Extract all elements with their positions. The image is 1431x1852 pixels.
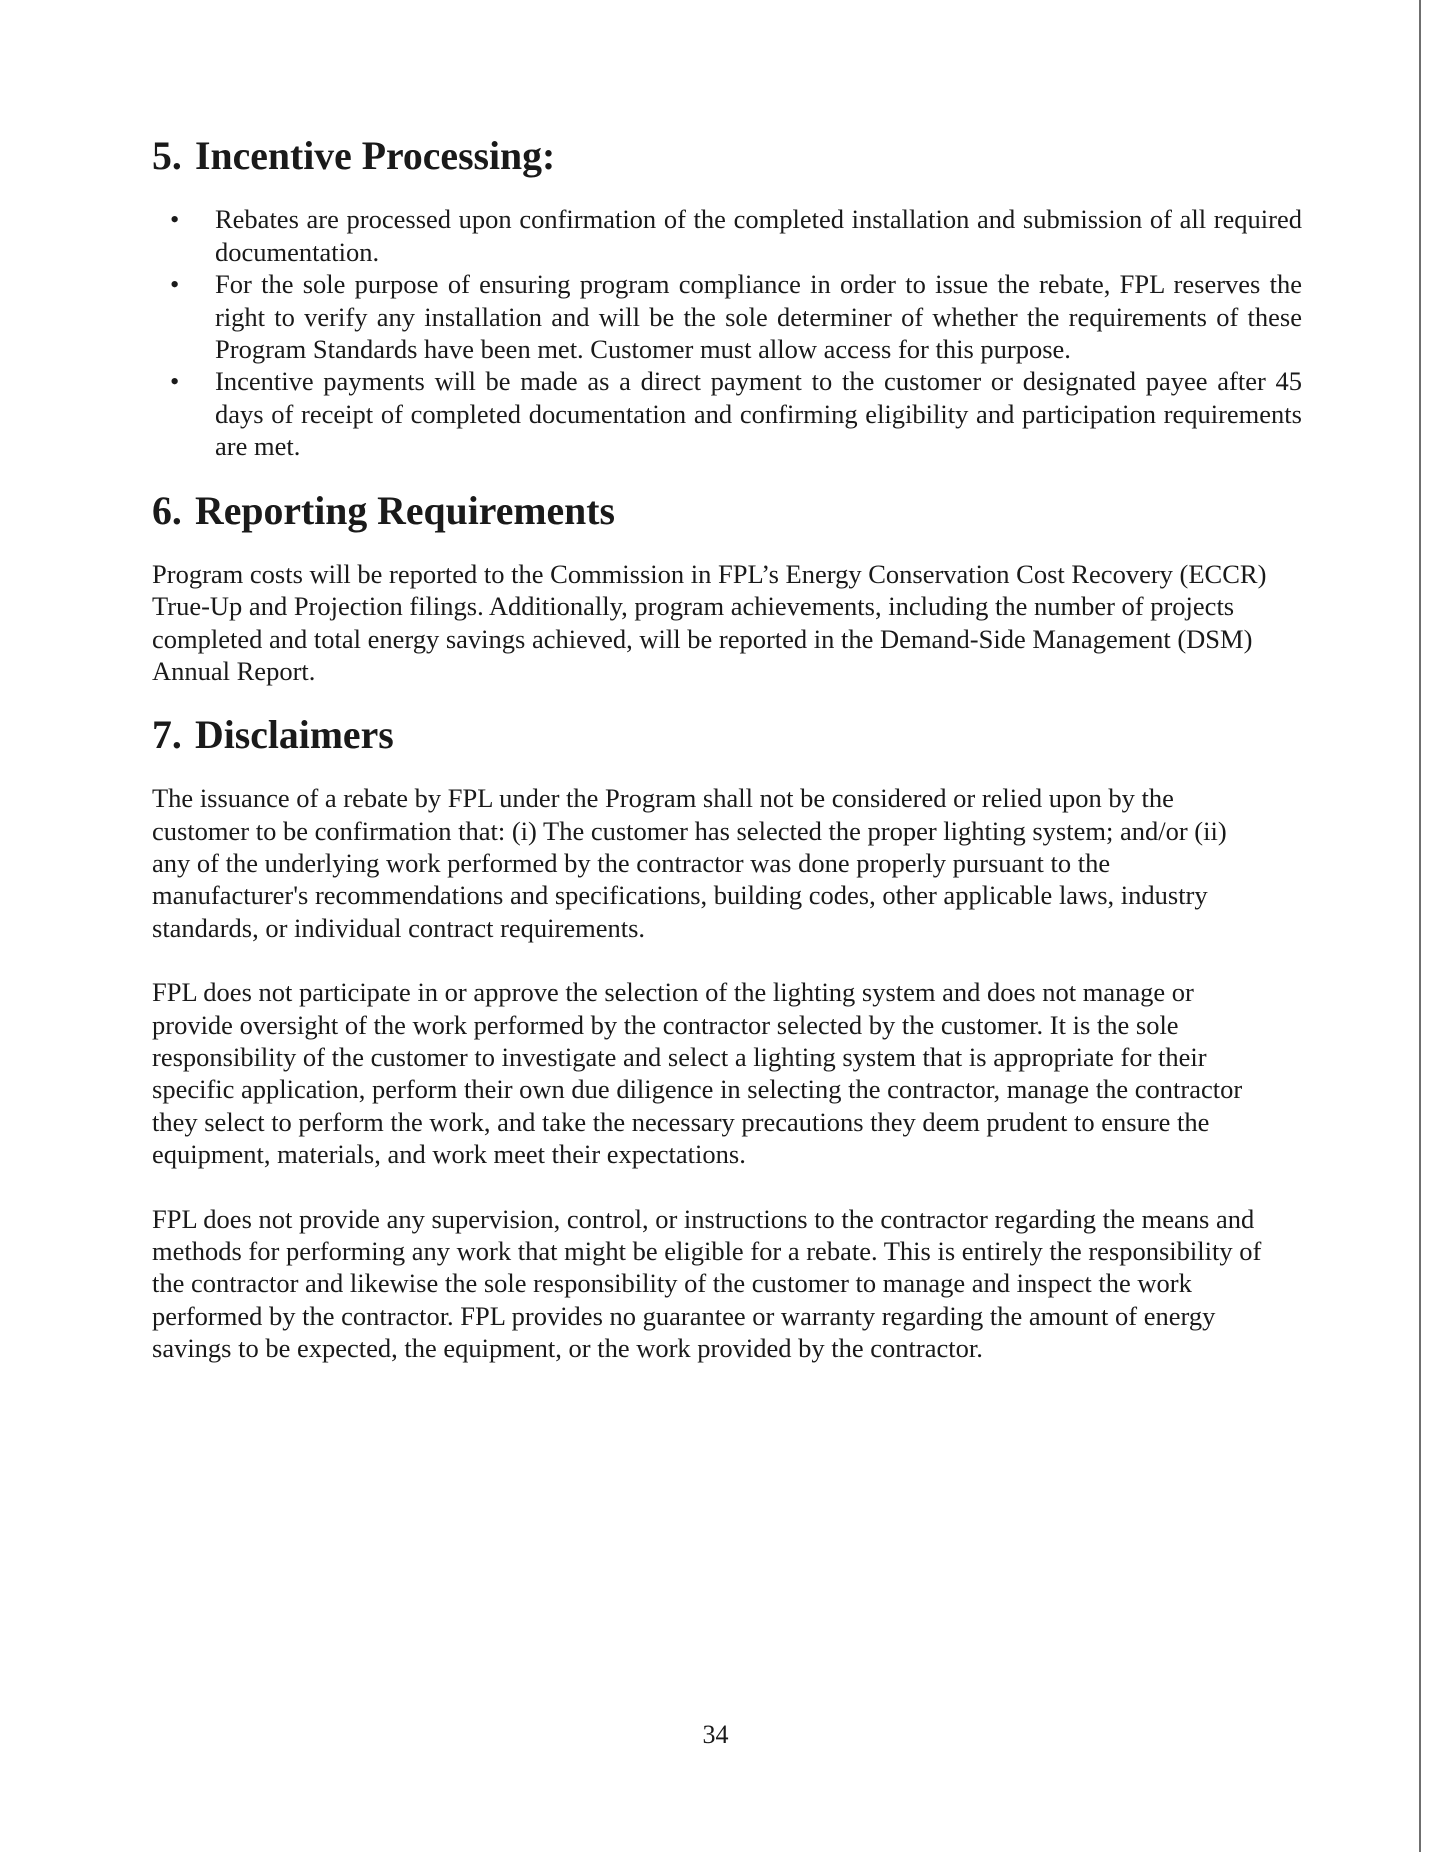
disclaimer-paragraph: FPL does not provide any supervision, control, or instructions to the contractor regarding the means and methods for performing any work that might be eligible for a rebate. This is entirely the responsibility of the contractor and likewise the sole responsibility of the customer to manage and inspect the work performed by the contractor. FPL provides no guarantee or warranty regarding the amount of energy savings to be expected, the equipment, or the work provided by the contractor.: [152, 1203, 1262, 1364]
list-item: [152, 268, 1302, 365]
disclaimer-paragraph: The issuance of a rebate by FPL under the Program shall not be considered or relied upon by the customer to be confirmation that: (i) The customer has selected the proper lighting system; and/or (ii) any of the underlying work performed by the contractor was done properly pursuant to the manufacturer's recommendations and specifications, building codes, other applicable laws, industry standards, or individual contract requirements.: [152, 783, 1227, 943]
bullet-icon: •: [170, 366, 180, 397]
bullet-icon: •: [170, 204, 180, 235]
section-number: 6.: [152, 488, 182, 533]
reporting-paragraph: Program costs will be reported to the Commission in FPL’s Energy Conservation Cost Recovery (ECCR) True-Up and Projection filings. Additionally, program achievements, including the number of projects completed and total energy savings achieved, will be reported in the Demand-Side Management (DSM) Annual Report.: [152, 559, 1267, 687]
section-title: Incentive Processing:: [195, 134, 556, 178]
bullet-icon: •: [170, 269, 180, 300]
disclaimer-paragraph: FPL does not participate in or approve the selection of the lighting system and does not manage or provide oversight of the work performed by the contractor selected by the customer. It is the sole responsibility of the customer to investigate and select a lighting system that is appropriate for their specific application, perform their own due diligence in selecting the contractor, manage the contractor they select to perform the work, and take the necessary precautions they deem prudent to ensure the equipment, materials, and work meet their expectations.: [152, 977, 1243, 1170]
section-title: Reporting Requirements: [195, 488, 615, 533]
incentive-processing-list: [152, 203, 1302, 462]
list-item: [152, 203, 1302, 268]
section-heading-incentive-processing: [152, 134, 1302, 178]
section-heading-disclaimers: [152, 712, 1302, 757]
section-title: Disclaimers: [195, 712, 394, 757]
page-number: 34: [702, 1720, 729, 1749]
list-item-text: For the sole purpose of ensuring program compliance in order to issue the rebate, FPL reserves the right to verify any installation and will be the sole determiner of whether the requirements of these Program Standards have been met. Customer must allow access for this purpose.: [215, 269, 1302, 365]
document-page: [152, 134, 1302, 1365]
section-number: 5.: [152, 134, 182, 178]
section-number: 7.: [152, 712, 182, 757]
list-item-text: Incentive payments will be made as a direct payment to the customer or designated payee after 45 days of receipt of completed documentation and confirming eligibility and participation requirements are met.: [215, 366, 1302, 462]
page-edge-rule: [1419, 0, 1421, 1852]
section-heading-reporting-requirements: [152, 488, 1302, 533]
list-item: [152, 365, 1302, 462]
list-item-text: Rebates are processed upon confirmation of the completed installation and submission of all required documentation.: [215, 204, 1302, 267]
